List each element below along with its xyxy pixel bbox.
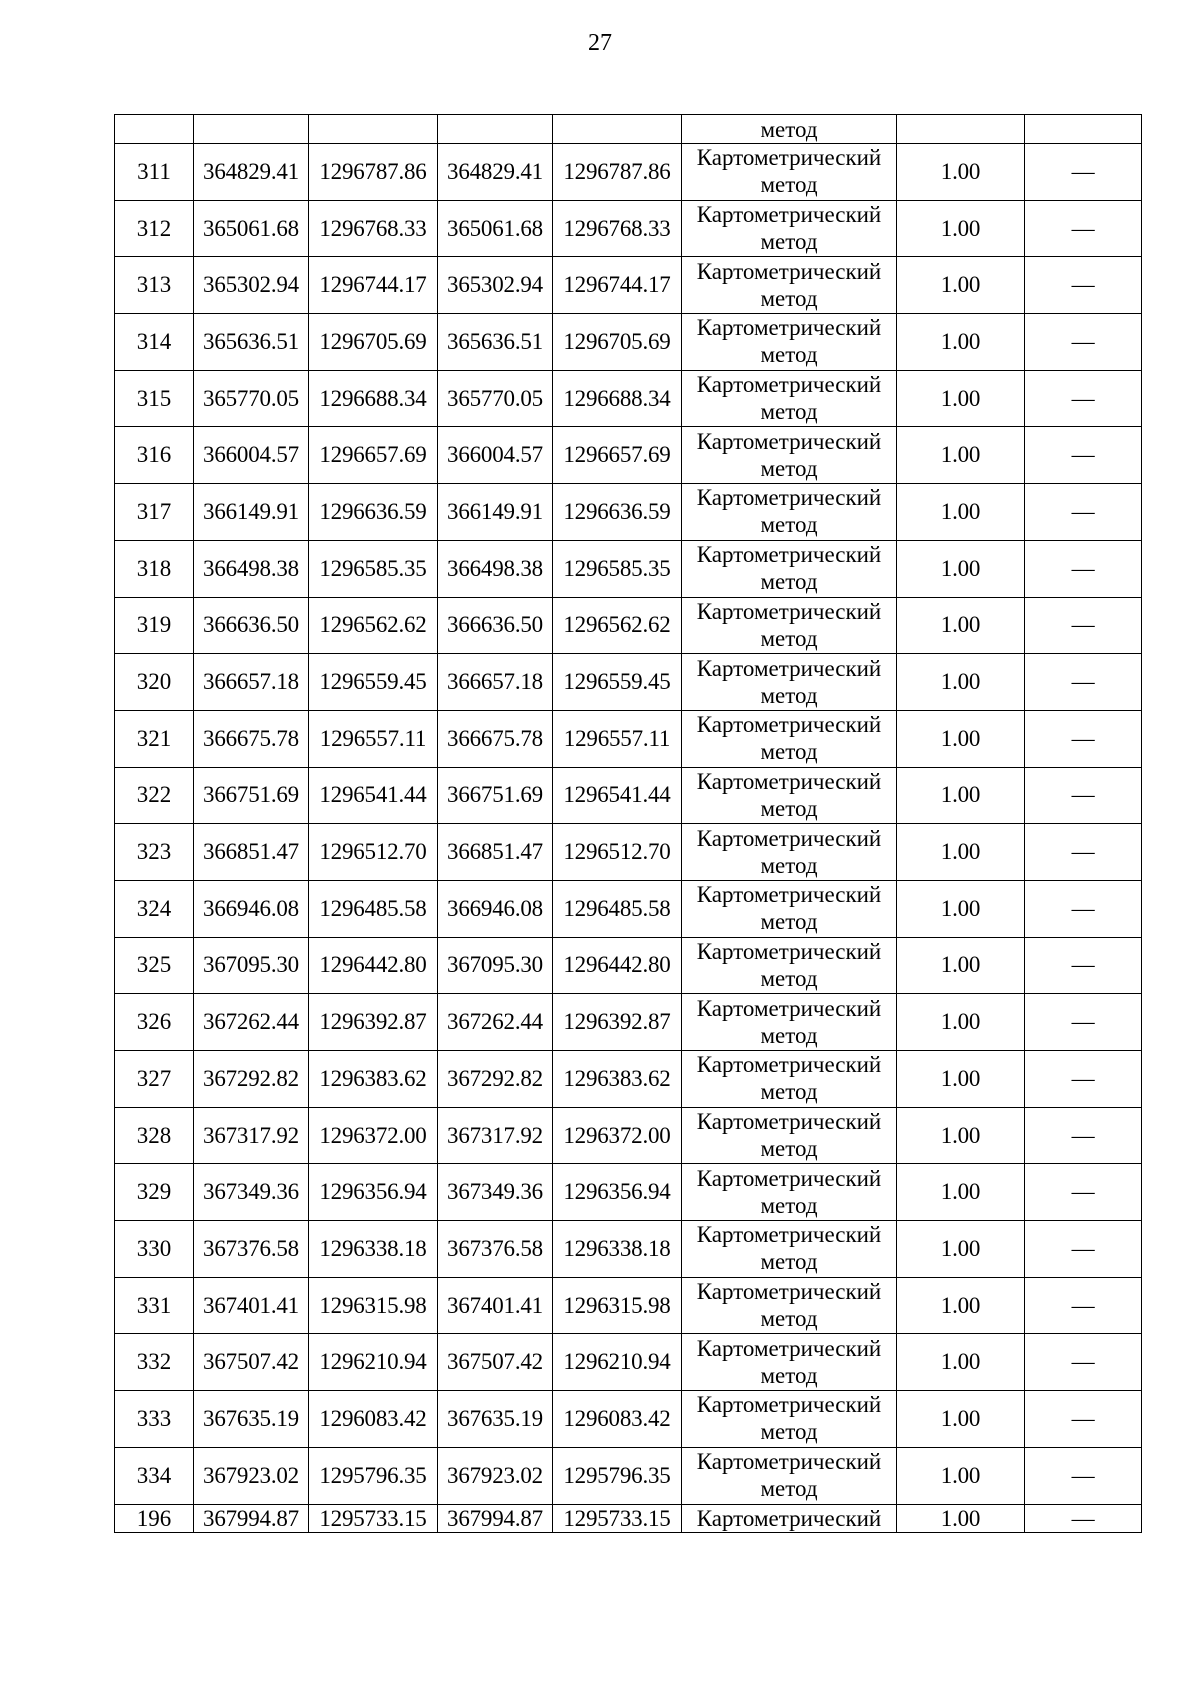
cell-method xyxy=(682,710,897,767)
cell-method xyxy=(682,1107,897,1164)
cell-x-existing: 365636.51 xyxy=(194,314,309,371)
cell-point-number: 330 xyxy=(115,1221,194,1278)
method-line-1: Картометрический xyxy=(696,145,882,171)
method-line-1: Картометрический xyxy=(696,882,882,908)
cell-method xyxy=(682,824,897,881)
cell-point-number: 322 xyxy=(115,767,194,824)
cell-empty xyxy=(194,115,309,144)
cell-point-number: 331 xyxy=(115,1277,194,1334)
method-line-2: метод xyxy=(760,739,818,765)
cell-method xyxy=(682,994,897,1051)
cell-x-new: 366675.78 xyxy=(438,710,553,767)
cell-y-new: 1296442.80 xyxy=(553,937,682,994)
cell-y-existing: 1296315.98 xyxy=(309,1277,438,1334)
cell-note: — xyxy=(1025,1221,1142,1278)
cell-note: — xyxy=(1025,937,1142,994)
method-line-1: Картометрический xyxy=(696,825,882,851)
cell-point-number: 315 xyxy=(115,370,194,427)
cell-y-existing: 1296383.62 xyxy=(309,1051,438,1108)
table-row xyxy=(115,994,1142,1051)
method-line-1: Картометрический xyxy=(696,1392,882,1418)
cell-y-new: 1295796.35 xyxy=(553,1447,682,1504)
cell-method xyxy=(682,767,897,824)
table-row xyxy=(115,1334,1142,1391)
cell-note: — xyxy=(1025,1107,1142,1164)
table-row xyxy=(115,1447,1142,1504)
table-row xyxy=(115,427,1142,484)
method-line-2: метод xyxy=(760,569,818,595)
cell-x-new: 366657.18 xyxy=(438,654,553,711)
cell-note: — xyxy=(1025,1447,1142,1504)
cell-note: — xyxy=(1025,1334,1142,1391)
method-line-1: Картометрический xyxy=(696,712,882,738)
cell-x-new: 365770.05 xyxy=(438,370,553,427)
cell-method: Картометрический xyxy=(682,1504,897,1532)
cell-point-number: 319 xyxy=(115,597,194,654)
cell-y-existing: 1296392.87 xyxy=(309,994,438,1051)
cell-note: — xyxy=(1025,1391,1142,1448)
cell-empty xyxy=(309,115,438,144)
cell-y-existing: 1296744.17 xyxy=(309,257,438,314)
cell-note: — xyxy=(1025,1277,1142,1334)
cell-method xyxy=(682,1334,897,1391)
cell-y-new: 1296585.35 xyxy=(553,540,682,597)
method-line-2: метод xyxy=(760,682,818,708)
cell-point-number: 312 xyxy=(115,200,194,257)
cell-y-existing: 1295733.15 xyxy=(309,1504,438,1532)
cell-y-new: 1296657.69 xyxy=(553,427,682,484)
method-line-1: Картометрический xyxy=(696,428,882,454)
cell-y-existing: 1296657.69 xyxy=(309,427,438,484)
cell-y-existing: 1296768.33 xyxy=(309,200,438,257)
cell-empty xyxy=(897,115,1025,144)
cell-x-existing: 367317.92 xyxy=(194,1107,309,1164)
cell-y-new: 1296485.58 xyxy=(553,880,682,937)
cell-x-new: 366851.47 xyxy=(438,824,553,881)
cell-method xyxy=(682,427,897,484)
table-row xyxy=(115,540,1142,597)
cell-point-number: 324 xyxy=(115,880,194,937)
table-row xyxy=(115,1277,1142,1334)
cell-empty xyxy=(115,115,194,144)
cell-accuracy: 1.00 xyxy=(897,370,1025,427)
cell-note: — xyxy=(1025,1504,1142,1532)
method-line-1: Картометрический xyxy=(696,315,882,341)
cell-y-new: 1296541.44 xyxy=(553,767,682,824)
cell-accuracy: 1.00 xyxy=(897,1107,1025,1164)
cell-y-new: 1296083.42 xyxy=(553,1391,682,1448)
method-line-2: метод xyxy=(760,342,818,368)
cell-method xyxy=(682,540,897,597)
table-row xyxy=(115,1391,1142,1448)
cell-y-new: 1296562.62 xyxy=(553,597,682,654)
cell-x-existing: 366946.08 xyxy=(194,880,309,937)
method-line-1: Картометрический xyxy=(696,258,882,284)
cell-point-number: 320 xyxy=(115,654,194,711)
cell-x-existing: 366636.50 xyxy=(194,597,309,654)
cell-method xyxy=(682,1164,897,1221)
method-line-2: метод xyxy=(760,455,818,481)
cell-note: — xyxy=(1025,1164,1142,1221)
table-row xyxy=(115,710,1142,767)
cell-y-existing: 1296512.70 xyxy=(309,824,438,881)
method-line-1: Картометрический xyxy=(696,542,882,568)
cell-x-existing: 367376.58 xyxy=(194,1221,309,1278)
cell-x-new: 365061.68 xyxy=(438,200,553,257)
method-line-1: Картометрический xyxy=(696,655,882,681)
cell-x-existing: 367635.19 xyxy=(194,1391,309,1448)
cell-x-new: 367376.58 xyxy=(438,1221,553,1278)
cell-y-existing: 1296562.62 xyxy=(309,597,438,654)
cell-note: — xyxy=(1025,484,1142,541)
cell-x-new: 366149.91 xyxy=(438,484,553,541)
method-line-2: метод xyxy=(760,1476,818,1502)
table-row xyxy=(115,1051,1142,1108)
cell-x-existing: 365302.94 xyxy=(194,257,309,314)
cell-method xyxy=(682,1447,897,1504)
cell-y-existing: 1296787.86 xyxy=(309,144,438,201)
cell-x-new: 367262.44 xyxy=(438,994,553,1051)
cell-note: — xyxy=(1025,767,1142,824)
cell-method xyxy=(682,314,897,371)
method-line-1: Картометрический xyxy=(696,372,882,398)
cell-note: — xyxy=(1025,370,1142,427)
cell-x-existing: 366657.18 xyxy=(194,654,309,711)
cell-y-new: 1296705.69 xyxy=(553,314,682,371)
cell-y-new: 1296744.17 xyxy=(553,257,682,314)
cell-x-new: 367923.02 xyxy=(438,1447,553,1504)
cell-x-existing: 367095.30 xyxy=(194,937,309,994)
cell-x-existing: 367923.02 xyxy=(194,1447,309,1504)
method-line-2: метод xyxy=(760,512,818,538)
cell-x-new: 367401.41 xyxy=(438,1277,553,1334)
cell-x-existing: 364829.41 xyxy=(194,144,309,201)
method-line-1: Картометрический xyxy=(696,938,882,964)
cell-x-new: 367292.82 xyxy=(438,1051,553,1108)
cell-point-number: 317 xyxy=(115,484,194,541)
cell-accuracy: 1.00 xyxy=(897,1277,1025,1334)
cell-accuracy: 1.00 xyxy=(897,1504,1025,1532)
cell-method xyxy=(682,654,897,711)
cell-y-new: 1296688.34 xyxy=(553,370,682,427)
method-line-2: метод xyxy=(760,1192,818,1218)
method-line-1: Картометрический xyxy=(696,1449,882,1475)
method-line-1: Картометрический xyxy=(696,1109,882,1135)
cell-y-existing: 1296557.11 xyxy=(309,710,438,767)
cell-x-existing: 366851.47 xyxy=(194,824,309,881)
coordinates-table xyxy=(114,114,1142,1533)
method-line-2: метод xyxy=(760,172,818,198)
cell-point-number: 328 xyxy=(115,1107,194,1164)
cell-x-existing: 366149.91 xyxy=(194,484,309,541)
table-row xyxy=(115,1221,1142,1278)
cell-x-existing: 366498.38 xyxy=(194,540,309,597)
cell-accuracy: 1.00 xyxy=(897,1391,1025,1448)
method-line-2: метод xyxy=(760,909,818,935)
method-line-1: Картометрический xyxy=(696,1335,882,1361)
cell-y-existing: 1296356.94 xyxy=(309,1164,438,1221)
method-line-1: Картометрический xyxy=(696,598,882,624)
cell-y-existing: 1296705.69 xyxy=(309,314,438,371)
cell-point-number: 314 xyxy=(115,314,194,371)
cell-y-existing: 1296559.45 xyxy=(309,654,438,711)
cell-y-new: 1296787.86 xyxy=(553,144,682,201)
method-line-2: метод xyxy=(760,1362,818,1388)
cell-x-new: 367635.19 xyxy=(438,1391,553,1448)
cell-x-new: 365636.51 xyxy=(438,314,553,371)
method-line-2: метод xyxy=(760,965,818,991)
cell-y-new: 1296512.70 xyxy=(553,824,682,881)
cell-method xyxy=(682,257,897,314)
cell-note: — xyxy=(1025,257,1142,314)
cell-point-number: 313 xyxy=(115,257,194,314)
method-line-1: Картометрический xyxy=(696,1052,882,1078)
cell-point-number: 332 xyxy=(115,1334,194,1391)
cell-accuracy: 1.00 xyxy=(897,484,1025,541)
method-line-2: метод xyxy=(760,285,818,311)
cell-x-new: 367349.36 xyxy=(438,1164,553,1221)
cell-method xyxy=(682,1051,897,1108)
cell-empty xyxy=(438,115,553,144)
method-line-1: Картометрический xyxy=(696,995,882,1021)
cell-method xyxy=(682,937,897,994)
cell-y-existing: 1296083.42 xyxy=(309,1391,438,1448)
cell-y-existing: 1296485.58 xyxy=(309,880,438,937)
cell-x-existing: 367994.87 xyxy=(194,1504,309,1532)
cell-x-new: 364829.41 xyxy=(438,144,553,201)
cell-x-existing: 367262.44 xyxy=(194,994,309,1051)
cell-accuracy: 1.00 xyxy=(897,710,1025,767)
cell-point-number: 316 xyxy=(115,427,194,484)
cell-y-new: 1296557.11 xyxy=(553,710,682,767)
cell-accuracy: 1.00 xyxy=(897,1164,1025,1221)
cell-x-existing: 367349.36 xyxy=(194,1164,309,1221)
cell-point-number: 326 xyxy=(115,994,194,1051)
cell-x-new: 366946.08 xyxy=(438,880,553,937)
cell-accuracy: 1.00 xyxy=(897,597,1025,654)
cell-note: — xyxy=(1025,824,1142,881)
cell-point-number: 325 xyxy=(115,937,194,994)
cell-empty xyxy=(553,115,682,144)
cell-method xyxy=(682,144,897,201)
cell-y-existing: 1296338.18 xyxy=(309,1221,438,1278)
cell-accuracy: 1.00 xyxy=(897,937,1025,994)
cell-y-existing: 1296688.34 xyxy=(309,370,438,427)
cell-y-new: 1296636.59 xyxy=(553,484,682,541)
cell-method xyxy=(682,370,897,427)
method-line-2: метод xyxy=(760,795,818,821)
cell-y-existing: 1296372.00 xyxy=(309,1107,438,1164)
cell-x-existing: 366675.78 xyxy=(194,710,309,767)
cell-method xyxy=(682,880,897,937)
cell-note: — xyxy=(1025,597,1142,654)
table-row xyxy=(115,484,1142,541)
cell-point-number: 334 xyxy=(115,1447,194,1504)
method-line-1: Картометрический xyxy=(696,1165,882,1191)
cell-method xyxy=(682,1221,897,1278)
cell-x-existing: 366004.57 xyxy=(194,427,309,484)
cell-x-existing: 365770.05 xyxy=(194,370,309,427)
method-line-2: метод xyxy=(760,1419,818,1445)
cell-accuracy: 1.00 xyxy=(897,1051,1025,1108)
table-row xyxy=(115,937,1142,994)
cell-note: — xyxy=(1025,654,1142,711)
cell-accuracy: 1.00 xyxy=(897,1447,1025,1504)
cell-point-number: 329 xyxy=(115,1164,194,1221)
cell-x-new: 366636.50 xyxy=(438,597,553,654)
cell-note: — xyxy=(1025,314,1142,371)
cell-x-existing: 365061.68 xyxy=(194,200,309,257)
cell-note: — xyxy=(1025,144,1142,201)
cell-point-number: 323 xyxy=(115,824,194,881)
method-line-1: Картометрический xyxy=(696,485,882,511)
cell-y-new: 1296315.98 xyxy=(553,1277,682,1334)
cell-y-existing: 1296585.35 xyxy=(309,540,438,597)
cell-y-new: 1296383.62 xyxy=(553,1051,682,1108)
cell-point-number: 311 xyxy=(115,144,194,201)
cell-y-new: 1296559.45 xyxy=(553,654,682,711)
cell-x-existing: 367292.82 xyxy=(194,1051,309,1108)
cell-x-existing: 367401.41 xyxy=(194,1277,309,1334)
cell-y-new: 1296356.94 xyxy=(553,1164,682,1221)
cell-y-existing: 1296636.59 xyxy=(309,484,438,541)
cell-x-new: 367994.87 xyxy=(438,1504,553,1532)
table-row-last xyxy=(115,1504,1142,1532)
cell-note: — xyxy=(1025,200,1142,257)
cell-method xyxy=(682,484,897,541)
cell-x-new: 366498.38 xyxy=(438,540,553,597)
cell-accuracy: 1.00 xyxy=(897,1334,1025,1391)
cell-note: — xyxy=(1025,880,1142,937)
cell-accuracy: 1.00 xyxy=(897,314,1025,371)
cell-y-existing: 1296541.44 xyxy=(309,767,438,824)
method-line-2: метод xyxy=(760,1249,818,1275)
method-line-1: Картометрический xyxy=(696,1222,882,1248)
table-row xyxy=(115,370,1142,427)
method-line-2: метод xyxy=(760,399,818,425)
cell-accuracy: 1.00 xyxy=(897,200,1025,257)
table-row xyxy=(115,200,1142,257)
cell-method xyxy=(682,597,897,654)
method-line-2: метод xyxy=(760,625,818,651)
method-line-1: Картометрический xyxy=(696,768,882,794)
continuation-row xyxy=(115,115,1142,144)
cell-accuracy: 1.00 xyxy=(897,427,1025,484)
cell-point-number: 333 xyxy=(115,1391,194,1448)
cell-empty xyxy=(1025,115,1142,144)
method-line-2: метод xyxy=(760,852,818,878)
method-line-2: метод xyxy=(760,229,818,255)
cell-accuracy: 1.00 xyxy=(897,654,1025,711)
method-line-1: Картометрический xyxy=(696,202,882,228)
table-row xyxy=(115,144,1142,201)
cell-y-new: 1296392.87 xyxy=(553,994,682,1051)
cell-note: — xyxy=(1025,540,1142,597)
cell-accuracy: 1.00 xyxy=(897,824,1025,881)
cell-point-number: 321 xyxy=(115,710,194,767)
cell-accuracy: 1.00 xyxy=(897,880,1025,937)
cell-method-tail: метод xyxy=(682,115,897,144)
table-row xyxy=(115,1107,1142,1164)
table-row xyxy=(115,597,1142,654)
cell-accuracy: 1.00 xyxy=(897,994,1025,1051)
cell-y-new: 1296768.33 xyxy=(553,200,682,257)
cell-x-new: 367317.92 xyxy=(438,1107,553,1164)
cell-y-existing: 1296442.80 xyxy=(309,937,438,994)
cell-accuracy: 1.00 xyxy=(897,257,1025,314)
cell-x-new: 366751.69 xyxy=(438,767,553,824)
method-line-2: метод xyxy=(760,1079,818,1105)
cell-accuracy: 1.00 xyxy=(897,540,1025,597)
table-row xyxy=(115,654,1142,711)
cell-point-number: 327 xyxy=(115,1051,194,1108)
table-row xyxy=(115,257,1142,314)
table-row xyxy=(115,1164,1142,1221)
cell-method xyxy=(682,1277,897,1334)
cell-x-new: 367507.42 xyxy=(438,1334,553,1391)
table-row xyxy=(115,767,1142,824)
cell-accuracy: 1.00 xyxy=(897,144,1025,201)
cell-y-new: 1296210.94 xyxy=(553,1334,682,1391)
table-row xyxy=(115,314,1142,371)
method-line-2: метод xyxy=(760,1306,818,1332)
cell-y-new: 1296372.00 xyxy=(553,1107,682,1164)
table-row xyxy=(115,824,1142,881)
cell-y-existing: 1295796.35 xyxy=(309,1447,438,1504)
page-number: 27 xyxy=(588,30,612,56)
cell-y-new: 1296338.18 xyxy=(553,1221,682,1278)
method-line-2: метод xyxy=(760,1022,818,1048)
table-row xyxy=(115,880,1142,937)
method-line-1: Картометрический xyxy=(696,1279,882,1305)
cell-note: — xyxy=(1025,427,1142,484)
cell-x-existing: 366751.69 xyxy=(194,767,309,824)
cell-y-new: 1295733.15 xyxy=(553,1504,682,1532)
cell-x-new: 366004.57 xyxy=(438,427,553,484)
cell-x-new: 365302.94 xyxy=(438,257,553,314)
cell-point-number: 196 xyxy=(115,1504,194,1532)
cell-accuracy: 1.00 xyxy=(897,767,1025,824)
cell-method xyxy=(682,200,897,257)
cell-accuracy: 1.00 xyxy=(897,1221,1025,1278)
cell-note: — xyxy=(1025,994,1142,1051)
cell-note: — xyxy=(1025,710,1142,767)
cell-point-number: 318 xyxy=(115,540,194,597)
cell-x-existing: 367507.42 xyxy=(194,1334,309,1391)
cell-y-existing: 1296210.94 xyxy=(309,1334,438,1391)
cell-note: — xyxy=(1025,1051,1142,1108)
cell-method xyxy=(682,1391,897,1448)
cell-x-new: 367095.30 xyxy=(438,937,553,994)
method-line-2: метод xyxy=(760,1136,818,1162)
